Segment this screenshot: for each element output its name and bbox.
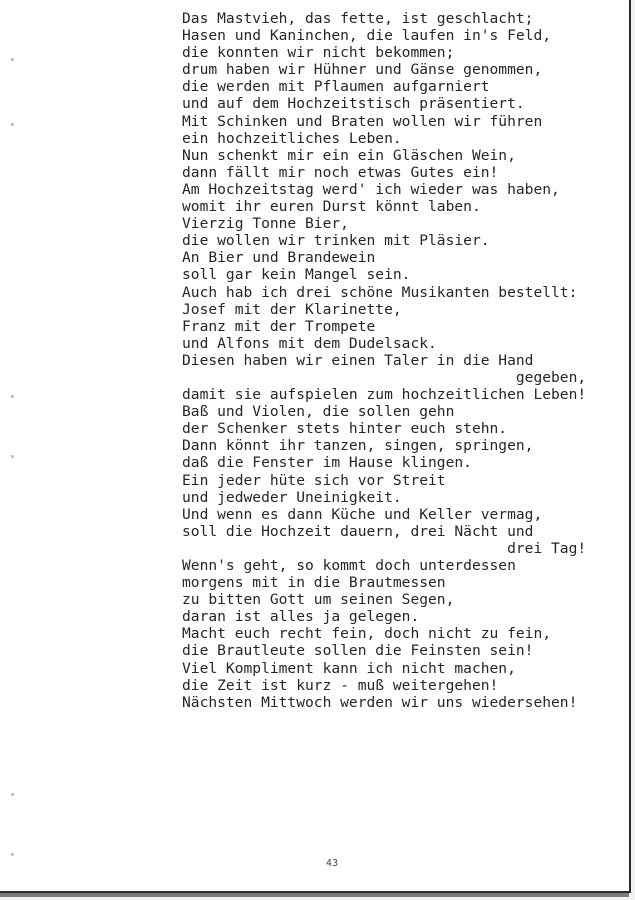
punch-mark [11, 123, 14, 126]
poem-line: womit ihr euren Durst könnt laben. [182, 198, 481, 216]
poem-line: Baß und Violen, die sollen gehn [182, 403, 455, 421]
poem-line: und jedweder Uneinigkeit. [182, 488, 402, 506]
poem-line: dann fällt mir noch etwas Gutes ein! [182, 163, 499, 181]
poem-line-continuation: drei Tag! [507, 539, 587, 557]
punch-mark [11, 58, 14, 61]
poem-line: Mit Schinken und Braten wollen wir führen [182, 112, 543, 130]
poem-text [182, 10, 586, 711]
poem-line: Macht euch recht fein, doch nicht zu fein, [182, 625, 552, 643]
punch-mark [11, 395, 14, 398]
poem-line: daß die Fenster im Hause klingen. [182, 454, 472, 472]
punch-mark [11, 793, 14, 796]
punch-mark [11, 853, 14, 856]
poem-line: drum haben wir Hühner und Gänse genommen, [182, 61, 543, 79]
poem-line: Hasen und Kaninchen, die laufen in's Feld, [182, 27, 552, 45]
poem-line: Wenn's geht, so kommt doch unterdessen [182, 557, 516, 574]
poem-line: Viel Kompliment kann ich nicht machen, [182, 659, 516, 677]
poem-line: und auf dem Hochzeitstisch präsentiert. [182, 95, 525, 113]
poem-line: morgens mit in die Brautmessen [182, 574, 446, 592]
poem-line: die wollen wir trinken mit Pläsier. [182, 232, 490, 250]
poem-line: soll die Hochzeit dauern, drei Nächt und [182, 522, 534, 540]
poem-line: ein hochzeitliches Leben. [182, 129, 402, 147]
poem-line: der Schenker stets hinter euch stehn. [182, 420, 508, 438]
page-number: 43 [326, 858, 339, 869]
poem-line: die Brautleute sollen die Feinsten sein! [182, 642, 534, 660]
poem-line: daran ist alles ja gelegen. [182, 608, 420, 626]
poem-line: soll gar kein Mangel sein. [182, 266, 411, 284]
poem-line: die Zeit ist kurz - muß weitergehen! [182, 676, 499, 694]
poem-line: Das Mastvieh, das fette, ist geschlacht; [182, 10, 534, 27]
poem-line: zu bitten Gott um seinen Segen, [182, 591, 455, 609]
poem-line: damit sie aufspielen zum hochzeitlichen Leben! [182, 386, 587, 404]
punch-mark [11, 455, 14, 458]
poem-line: An Bier und Brandewein [182, 249, 376, 267]
poem-line: Vierzig Tonne Bier, [182, 215, 349, 233]
poem-line-continuation: gegeben, [515, 368, 587, 386]
poem-line: Franz mit der Trompete [182, 317, 376, 335]
poem-line: Ein jeder hüte sich vor Streit [182, 471, 446, 489]
poem-line: Nächsten Mittwoch werden wir uns wiedersehen! [182, 693, 578, 711]
poem-line: die konnten wir nicht bekommen; [182, 44, 455, 62]
poem-line: Und wenn es dann Küche und Keller vermag, [182, 505, 543, 523]
poem-line: Josef mit der Klarinette, [182, 300, 402, 318]
poem-line: die werden mit Pflaumen aufgarniert [182, 78, 490, 96]
poem-line: Auch hab ich drei schöne Musikanten bestellt: [182, 283, 578, 301]
poem-line: Am Hochzeitstag werd' ich wieder was haben, [182, 180, 560, 198]
poem-line: Dann könnt ihr tanzen, singen, springen, [182, 437, 534, 455]
poem-line: Nun schenkt mir ein ein Gläschen Wein, [182, 146, 516, 164]
poem-line: und Alfons mit dem Dudelsack. [182, 334, 437, 352]
poem-line: Diesen haben wir einen Taler in die Hand [182, 351, 534, 369]
